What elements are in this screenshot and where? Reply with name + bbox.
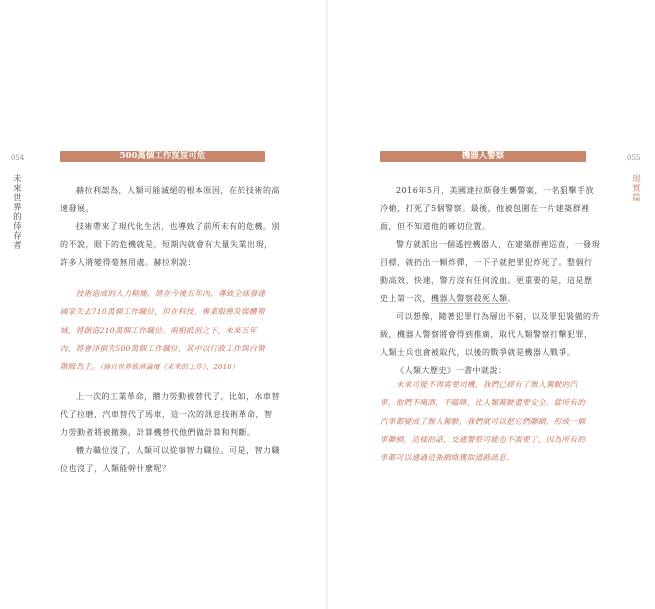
section-heading-bar: 機器人警察 (380, 151, 586, 162)
section-heading-bar: 500萬個工作岌岌可危 (60, 151, 265, 162)
quote-line: 車，他們不喝酒，不瞌睡，比人類駕駛還要安全。當所有的 (380, 398, 586, 408)
paragraph: 赫拉利認為，人類可能滅絕的根本原因，在於技術的高速發展。 (60, 186, 280, 213)
quote-line: 內，將會淨損失500萬個工作職位，其中以行政工作與白領 (60, 343, 265, 353)
quote-line: 域，將創造210萬個工作職位。兩相抵消之下，未來五年 (60, 325, 257, 335)
quote-line-last: 階級為主。（摘自世界經濟論壇《未來的工作》，2016） (60, 362, 239, 372)
quote-source: （摘自世界經濟論壇《未來的工作》，2016） (99, 363, 239, 372)
paragraph: 《人類大歷史》一書中就說： (396, 366, 507, 375)
paragraph: 2016年5月，美國達拉斯發生襲警案，一名狙擊手放冷槍，打死了5個警察。最後，他被包圍在一片建築群裡面，但不知道他的確切位置。 (380, 186, 594, 231)
paragraph: 警方就派出一個遙控機器人，在建築群裡巡查，一發現目標，就扔出一顆炸彈，一下子就把罪犯炸死了。整個行動高效、快速，警方沒有任何流血。更重要的是，這是歷史上第一次，機器人警察殺死人類。 (380, 240, 600, 303)
left-page (0, 0, 327, 609)
page-number: 055 (627, 154, 641, 162)
right-page (328, 0, 655, 609)
book-title-vertical: 未來世界的倖存者 (11, 174, 22, 250)
quote-line: 國家失去710萬個工作職位，但在科技、專業服務及媒體領 (60, 307, 265, 317)
part-title-vertical: 現實篇 (630, 174, 641, 203)
paragraph: 技術帶來了現代化生活，也導致了前所未有的危機。別的不說，眼下的危機就是，短期內就會有大量失業出現，許多人將變得毫無用處。赫拉利說： (60, 222, 280, 267)
quote-line: 車都可以通過這張網絡獲取道路訊息。 (380, 453, 515, 463)
quote-line: 車聯網。這樣的話，交通警察可能也不需要了，因為所有的 (380, 434, 586, 444)
quote-line: 技術造成的人力精簡，將在今後五年內，導致全球發達 (76, 289, 266, 298)
quote-block (60, 285, 288, 376)
body-text-bottom (60, 388, 280, 478)
body-text (380, 182, 600, 380)
highlighted-phrase: 機器人警察殺死人類 (431, 294, 508, 303)
page-number: 054 (11, 154, 25, 162)
body-text-top (60, 182, 280, 272)
quote-block (380, 376, 608, 467)
paragraph: 體力職位沒了，人類可以從事智力職位。可是，智力職位也沒了，人類能幹什麼呢？ (60, 446, 280, 473)
paragraph: 可以想像，隨著犯罪行為層出不窮，以及罪犯裝備的升級，機器人警察將會得到推廣，取代人類警察打擊犯罪，人類士兵也會被取代，以後的戰爭就是機器人戰爭。 (380, 312, 600, 357)
paragraph: 上一次的工業革命，體力勞動被替代了，比如，水車替代了拉磨，汽車替代了馬車，這一次的訊息技術革命，智力勞動者將被撤換，計算機替代他們做計算和判斷。 (60, 392, 280, 437)
quote-line: 未來可能不再需要司機，我們已經有了無人駕駛的汽 (396, 380, 578, 389)
quote-line: 汽車都變成了無人駕駛，我們就可以把它們聯網，形成一個 (380, 416, 586, 426)
